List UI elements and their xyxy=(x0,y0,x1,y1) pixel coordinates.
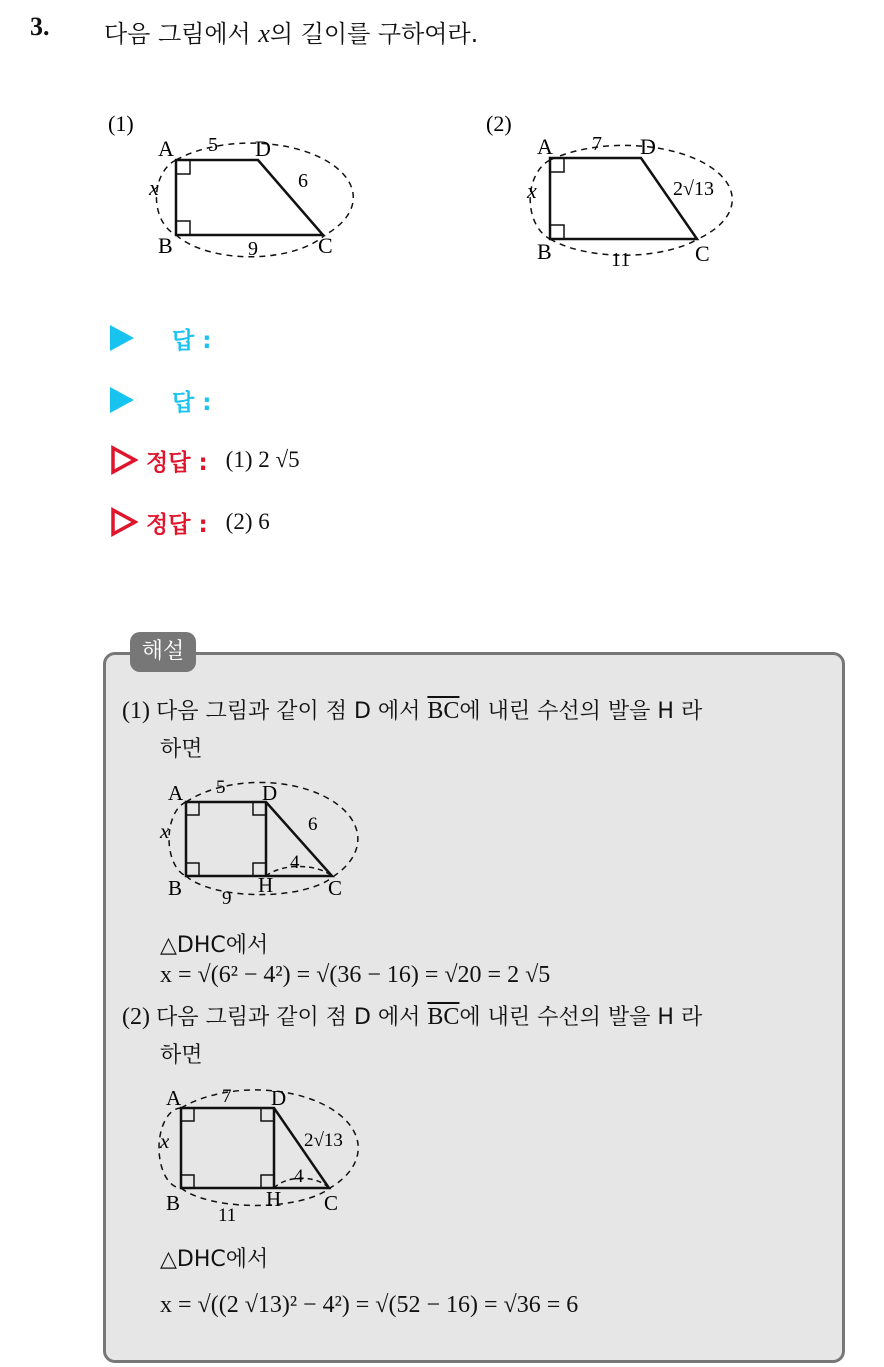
svg-text:C: C xyxy=(695,241,710,266)
svg-text:9: 9 xyxy=(222,888,232,909)
svg-text:B: B xyxy=(168,876,183,900)
play-arrow-icon xyxy=(110,325,134,351)
figure-1-label: (1) xyxy=(108,111,134,136)
correct-answer-value: (2) 6 xyxy=(225,509,270,534)
question-text: 다음 그림에서 x의 길이를 구하여라. xyxy=(104,19,479,48)
svg-text:2√13: 2√13 xyxy=(304,1130,343,1151)
svg-text:C: C xyxy=(318,233,333,258)
explanation-part1-line2: 하면 xyxy=(160,737,203,762)
figure-2-label: (2) xyxy=(486,111,512,136)
correct-answer-row-2 xyxy=(110,502,270,542)
explanation-tag: 해설 xyxy=(130,632,196,672)
svg-text:9: 9 xyxy=(248,238,258,260)
svg-text:B: B xyxy=(158,233,173,258)
correct-answer-value: (1) 2 √5 xyxy=(225,447,300,472)
svg-text:6: 6 xyxy=(308,814,318,835)
svg-text:D: D xyxy=(271,1086,287,1110)
svg-text:x: x xyxy=(160,819,170,843)
svg-text:B: B xyxy=(537,239,552,264)
correct-answer-label: 정답 : xyxy=(146,511,208,538)
explanation-figure-2 xyxy=(150,1078,380,1228)
explanation-figure-1 xyxy=(150,770,360,910)
explanation-part2-triangle: △DHC에서 xyxy=(160,1247,269,1272)
svg-text:x: x xyxy=(160,1129,170,1153)
answer-row-1[interactable] xyxy=(110,318,211,358)
svg-text:H: H xyxy=(258,873,274,897)
explanation-part2-line2: 하면 xyxy=(160,1043,203,1068)
figure-2 xyxy=(480,105,760,275)
correct-answer-label: 정답 : xyxy=(146,449,208,476)
explanation-part1-equation: x = √(6² − 4²) = √(36 − 16) = √20 = 2 √5 xyxy=(160,962,551,988)
svg-text:2√13: 2√13 xyxy=(673,178,714,200)
svg-text:D: D xyxy=(262,781,278,805)
svg-text:A: A xyxy=(158,136,174,161)
svg-text:7: 7 xyxy=(222,1086,232,1107)
answer-label: 답 : xyxy=(172,327,212,354)
svg-text:A: A xyxy=(166,1086,182,1110)
svg-text:H: H xyxy=(266,1187,282,1211)
svg-text:C: C xyxy=(324,1191,339,1215)
svg-text:A: A xyxy=(537,134,553,159)
svg-text:C: C xyxy=(328,876,343,900)
question-number: 3. xyxy=(30,12,50,41)
explanation-part1-triangle: △DHC에서 xyxy=(160,933,269,958)
svg-text:5: 5 xyxy=(216,777,226,798)
svg-text:D: D xyxy=(255,136,271,161)
explanation-part2-equation: x = √((2 √13)² − 4²) = √(52 − 16) = √36 = 6 xyxy=(160,1292,579,1318)
svg-text:B: B xyxy=(166,1191,181,1215)
svg-text:6: 6 xyxy=(298,170,308,192)
correct-answer-row-1 xyxy=(110,440,300,480)
svg-text:11: 11 xyxy=(611,249,631,271)
play-arrow-icon xyxy=(110,387,134,413)
answer-row-2[interactable] xyxy=(110,380,211,420)
answer-label: 답 : xyxy=(172,389,212,416)
svg-text:7: 7 xyxy=(592,133,602,155)
svg-text:11: 11 xyxy=(218,1205,237,1226)
explanation-part1-line1: (1) 다음 그림과 같이 점 D 에서 $\overline{BC}$에 내린 수선의 발을 H 라 xyxy=(122,698,703,724)
svg-text:5: 5 xyxy=(208,134,218,156)
svg-text:A: A xyxy=(168,781,184,805)
outline-arrow-icon xyxy=(110,507,138,537)
svg-text:x: x xyxy=(527,178,537,203)
outline-arrow-icon xyxy=(110,445,138,475)
explanation-part2-line1: (2) 다음 그림과 같이 점 D 에서 $\overline{BC}$에 내린 수선의 발을 H 라 xyxy=(122,1004,703,1030)
svg-text:4: 4 xyxy=(290,852,300,873)
figure-1 xyxy=(100,105,360,275)
svg-text:D: D xyxy=(640,134,656,159)
svg-text:x: x xyxy=(149,175,159,200)
svg-text:4: 4 xyxy=(294,1166,304,1187)
